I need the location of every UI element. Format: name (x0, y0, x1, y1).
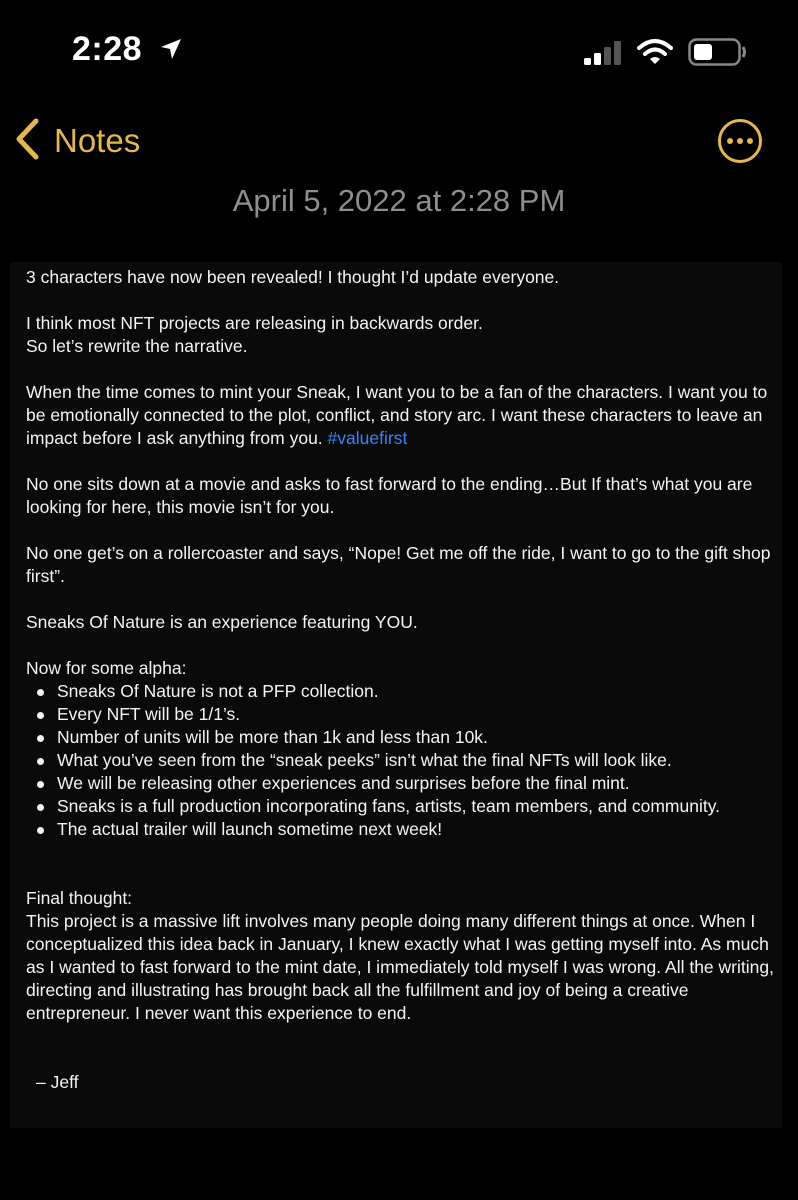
list-item: Sneaks Of Nature is not a PFP collection. (26, 680, 778, 703)
ellipsis-circle-icon (717, 118, 763, 164)
paragraph: No one sits down at a movie and asks to fast forward to the ending…But If that’s what you are looking for here, this movie isn’t for you. (26, 474, 753, 517)
list-item: We will be releasing other experiences and surprises before the final mint. (26, 772, 778, 795)
status-bar (0, 0, 798, 100)
list-item: Every NFT will be 1/1’s. (26, 703, 778, 726)
paragraph: When the time comes to mint your Sneak, I want you to be a fan of the characters. I want you to be emotionally connected to the plot, conflict, and story arc. I want these characters to leave an impact before I ask anything from you. #valuefirst (26, 382, 768, 448)
location-arrow-icon (158, 36, 184, 67)
back-label: Notes (54, 122, 141, 159)
note-body[interactable] (10, 262, 782, 1128)
alpha-heading: Now for some alpha: (26, 658, 187, 678)
alpha-list (26, 680, 778, 841)
signature: – Jeff (36, 1072, 79, 1092)
note-date: April 5, 2022 at 2:28 PM (232, 183, 566, 218)
paragraph: No one get’s on a rollercoaster and says, “Nope! Get me off the ride, I want to go to the gift shop first”. (26, 543, 771, 586)
cellular-signal-icon (584, 40, 624, 71)
battery-icon (688, 38, 748, 71)
wifi-icon (637, 38, 673, 71)
list-item: What you’ve seen from the “sneak peeks” isn’t what the final NFTs will look like. (26, 749, 778, 772)
more-options-button[interactable] (717, 118, 763, 164)
paragraph: This project is a massive lift involves many people doing many different things at once. When I conceptualized this idea back in January, I knew exactly what I was getting myself into. As much as I wanted to fast forward to the mint date, I immediately told myself I was wrong. All the writing, directing and illustrating has brought back all the fulfillment and joy of being a creative entrepreneur. I never want this experience to end. (26, 911, 774, 1023)
hashtag-link[interactable]: #valuefirst (327, 428, 408, 448)
paragraph: Sneaks Of Nature is an experience featuring YOU. (26, 612, 418, 632)
navigation-bar (0, 110, 798, 170)
chevron-left-icon (14, 117, 40, 166)
paragraph: 3 characters have now been revealed! I thought I’d update everyone. (26, 267, 560, 287)
back-button[interactable] (14, 118, 140, 164)
list-item: Sneaks is a full production incorporating fans, artists, team members, and community. (26, 795, 778, 818)
list-item: Number of units will be more than 1k and less than 10k. (26, 726, 778, 749)
final-heading: Final thought: (26, 888, 133, 908)
note-text[interactable] (26, 266, 778, 1094)
paragraph: So let’s rewrite the narrative. (26, 336, 248, 356)
status-time: 2:28 (72, 30, 143, 68)
list-item: The actual trailer will launch sometime next week! (26, 818, 778, 841)
paragraph: I think most NFT projects are releasing in backwards order. (26, 313, 483, 333)
